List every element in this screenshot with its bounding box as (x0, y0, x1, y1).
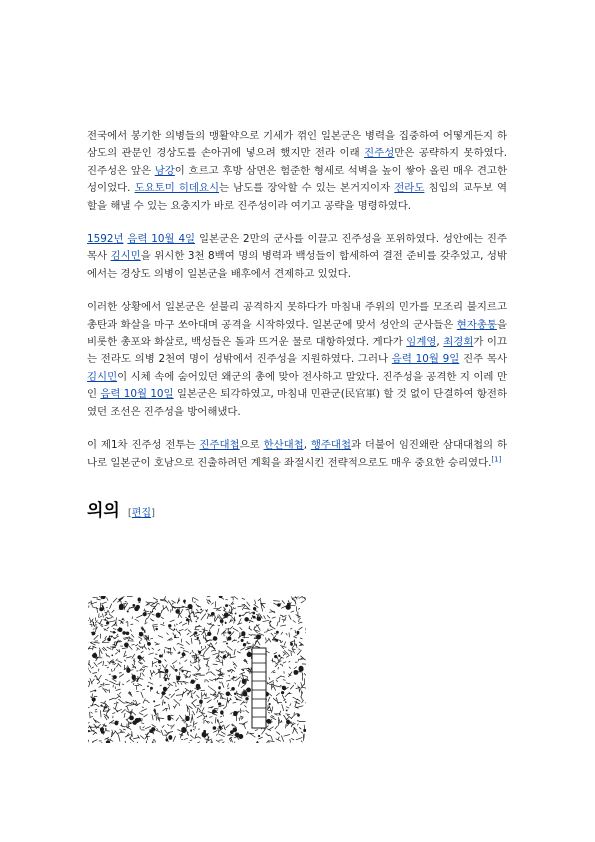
battle-illustration-image[interactable] (88, 596, 306, 743)
wiki-link[interactable]: 도요토미 히데요시 (134, 182, 219, 195)
paragraph-text: 을 비롯한 총포와 화살로, 백성들은 돌과 뜨거운 물로 대항하였다. 게다가 (87, 318, 507, 349)
section-heading: 의의 (87, 500, 120, 521)
paragraph (87, 437, 507, 472)
paragraph-text: 이 시체 속에 숨어있던 왜군의 총에 맞아 전사하고 말았다. 진주성을 공격한 지 이레 만인 (87, 370, 507, 401)
fortress-tower-figure (252, 648, 266, 728)
wiki-link[interactable]: 현자총통 (456, 318, 497, 331)
wiki-link[interactable]: 음력 10월 10일 (100, 388, 174, 401)
wiki-link[interactable]: 진주성 (364, 147, 395, 160)
wiki-link[interactable]: 진주대첩 (199, 439, 240, 452)
wiki-link[interactable]: 행주대첩 (310, 439, 352, 452)
paragraph-text: 는 남도를 장악할 수 있는 본거지이자 (219, 182, 395, 195)
wiki-link[interactable]: 음력 10월 4일 (127, 233, 196, 246)
paragraph-text: 으로 (239, 439, 264, 452)
paragraph-text: 침입의 교두보 역할을 해낼 수 있는 요충지가 바로 진주성이라 여기고 공략을 명령하였다. (87, 182, 507, 212)
paragraph-text: 진주 목사 (459, 353, 507, 366)
paragraph (87, 128, 507, 215)
wiki-link[interactable]: 최경회 (443, 336, 474, 349)
paragraph-text: 일본군은 퇴각하였고, 마침내 민관군(民官軍) 할 것 없이 단결하여 항전하였던 조선은 진주성을 방어해냈다. (87, 388, 508, 418)
paragraph-text: 을 위시한 3천 8백여 명의 병력과 백성들이 합세하여 결전 준비를 갖추었고, 성밖에서는 경상도 의병이 일본군을 배후에서 견제하고 있었다. (87, 250, 507, 280)
paragraph-text: 과 더불어 임진왜란 삼대대첩의 하나로 일본군이 호남으로 진출하려던 계획을 좌절시킨 전략적으로도 매우 중요한 승리였다. (87, 439, 507, 469)
wiki-link[interactable]: 한산대첩 (263, 439, 304, 452)
paragraph-text: 만은 공략하지 못하였다. 진주성은 앞은 (87, 147, 507, 177)
section-heading-row (87, 496, 507, 521)
wiki-link[interactable]: 음력 10월 9일 (391, 353, 460, 366)
paragraph (87, 231, 507, 283)
paragraph-text: , (303, 439, 311, 452)
wiki-link[interactable]: 김시민 (110, 250, 141, 263)
wiki-link[interactable]: 1592년 (87, 233, 124, 246)
paragraph-text: 일본군은 2만의 군사를 이끌고 진주성을 포위하였다. 성안에는 진주목사 (87, 233, 507, 263)
wiki-link[interactable]: 김시민 (87, 370, 118, 383)
edit-link[interactable]: 편집 (131, 507, 152, 519)
edit-section (128, 504, 155, 519)
edit-bracket-open: [ (127, 507, 132, 519)
paragraph-text: 이러한 상황에서 일본군은 섣불리 공격하지 못하다가 마침내 주위의 민가를 모조리 불지르고 총탄과 화살을 마구 쏘아대며 공격을 시작하였다. 일본군에 맞서 성안의 군사들은 (87, 301, 507, 331)
citation-ref[interactable]: [1] (491, 455, 502, 464)
paragraph-text: 이 흐르고 후방 삼면은 험준한 형세로 석벽을 높이 쌓아 올린 매우 견고한 성이었다. (87, 164, 507, 195)
article-body (87, 128, 507, 521)
paragraph-text: 가 이끄는 전라도 의병 2천여 명이 성밖에서 진주성을 지원하였다. 그러나 (87, 336, 508, 366)
paragraph (87, 299, 507, 421)
article-paragraphs (87, 128, 507, 472)
wiki-link[interactable]: 전라도 (394, 182, 425, 195)
paragraph-text: 전국에서 봉기한 의병들의 맹활약으로 기세가 꺾인 일본군은 병력을 집중하여 어떻게든지 하삼도의 관문인 경상도를 손아귀에 넣으려 했지만 전라 이래 (87, 130, 507, 160)
edit-bracket-close: ] (151, 507, 155, 519)
wiki-link[interactable]: 임계영 (406, 336, 437, 349)
paragraph-text: 이 제1차 진주성 전투는 (87, 439, 200, 452)
wiki-link[interactable]: 남강 (154, 164, 175, 177)
paragraph-text: , (436, 336, 444, 349)
